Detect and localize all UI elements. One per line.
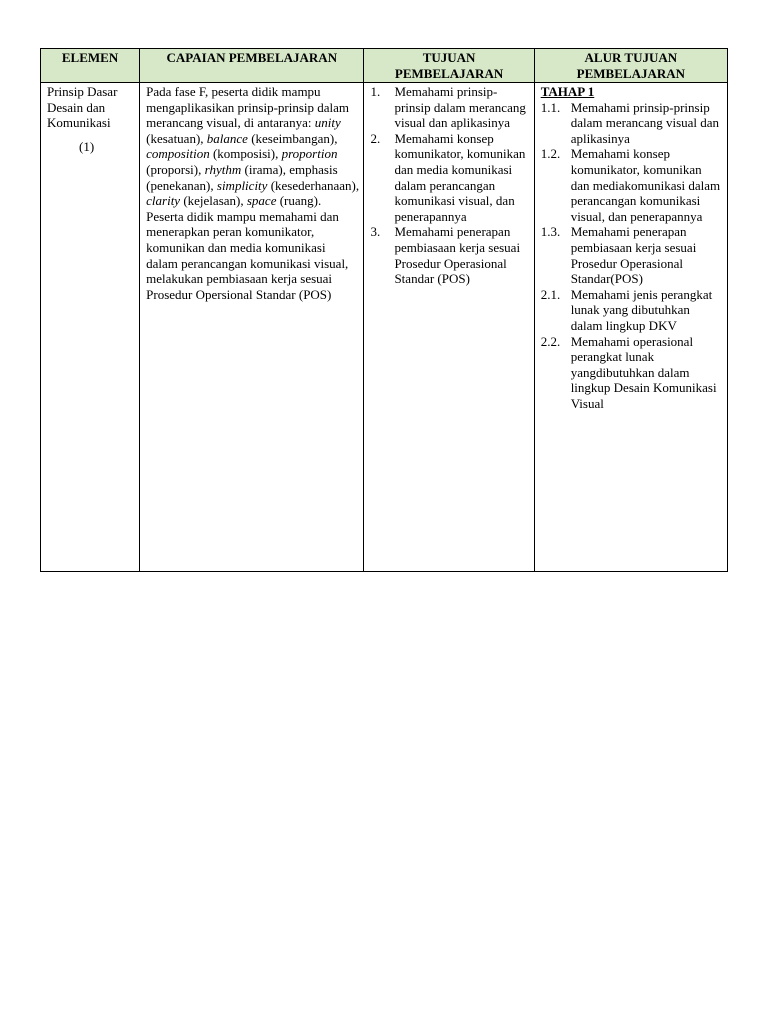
list-number: 1.	[370, 84, 381, 99]
tujuan-list	[370, 84, 529, 287]
list-number: 2.2.	[540, 333, 561, 349]
list-item	[541, 100, 723, 147]
term-composition-translation: (komposisi),	[209, 146, 282, 162]
list-item	[541, 287, 723, 334]
list-text: Memahami konsep komunikator, komunikan dan mediakomunikasi dalam perancangan komunikasi visual, dan penerapannya	[570, 146, 721, 224]
term-balance-translation: (keseimbangan),	[247, 130, 338, 146]
list-item	[370, 84, 529, 131]
list-text: Memahami operasional perangkat lunak yangdibutuhkan dalam lingkup Desain Komunikasi Visual	[570, 333, 717, 411]
list-text: Memahami prinsip-prinsip dalam merancang visual dan aplikasinya	[394, 84, 526, 131]
list-item	[370, 131, 529, 225]
list-number: 1.2.	[540, 146, 561, 162]
capaian-paragraph-1	[146, 84, 359, 209]
term-space-translation: (ruang).	[276, 193, 322, 209]
term-proportion-translation: (proporsi),	[146, 161, 205, 177]
term-balance: balance	[206, 130, 248, 146]
alur-list	[541, 100, 723, 412]
term-simplicity: simplicity	[216, 177, 268, 193]
list-text: Memahami penerapan pembiasaan kerja sesuai Prosedur Operasional Standar (POS)	[394, 224, 521, 287]
list-text: Memahami konsep komunikator, komunikan dan media komunikasi dalam perancangan komunikasi visual, dan penerapannya	[394, 130, 526, 224]
list-number: 3.	[370, 224, 381, 240]
list-number: 2.	[370, 130, 381, 146]
tahap-heading: TAHAP 1	[540, 84, 595, 99]
list-text: Memahami prinsip-prinsip dalam merancang visual dan aplikasinya	[570, 99, 720, 146]
header-capaian-pembelajaran: CAPAIAN PEMBELAJARAN	[140, 49, 364, 83]
curriculum-table	[40, 48, 728, 572]
header-elemen: ELEMEN	[41, 49, 140, 83]
capaian-intro: Pada fase F, peserta didik mampu mengaplikasikan prinsip-prinsip dalam merancang visual, di antaranya:	[146, 84, 350, 131]
list-number: 2.1.	[540, 286, 561, 302]
term-clarity: clarity	[146, 193, 181, 209]
list-item	[541, 146, 723, 224]
term-space: space	[246, 193, 277, 209]
list-text: Memahami jenis perangkat lunak yang dibutuhkan dalam lingkup DKV	[570, 286, 713, 333]
list-number: 1.1.	[540, 99, 561, 115]
elemen-name: Prinsip Dasar Desain dan Komunikasi	[47, 84, 118, 131]
header-tujuan-pembelajaran: TUJUAN PEMBELAJARAN	[364, 49, 534, 83]
term-simplicity-translation: (kesederhanaan),	[267, 177, 360, 193]
table-row	[41, 83, 728, 572]
term-unity: unity	[314, 115, 341, 131]
capaian-paragraph-2: Peserta didik mampu memahami dan menerapkan peran komunikator, komunikan dan media komunikasi dalam perancangan komunikasi visual, melakukan pembiasaan kerja sesuai Prosedur Opersional Standar (POS)	[146, 208, 349, 302]
header-alur-tujuan-pembelajaran: ALUR TUJUAN PEMBELAJARAN	[534, 49, 727, 83]
capaian-cell	[140, 83, 364, 572]
term-clarity-translation: (kejelasan),	[180, 193, 247, 209]
elemen-number: (1)	[79, 138, 95, 154]
list-item	[370, 224, 529, 286]
list-item	[541, 334, 723, 412]
header-row	[41, 49, 728, 83]
tujuan-cell	[364, 83, 534, 572]
term-composition: composition	[146, 146, 210, 162]
term-rhythm-translation: (irama), emphasis (penekanan),	[146, 161, 338, 193]
list-text: Memahami penerapan pembiasaan kerja sesuai Prosedur Operasional Standar(POS)	[570, 224, 697, 287]
list-item	[541, 224, 723, 286]
term-unity-translation: (kesatuan),	[146, 130, 207, 146]
term-proportion: proportion	[281, 146, 338, 162]
list-number: 1.3.	[540, 224, 561, 240]
term-rhythm: rhythm	[204, 161, 242, 177]
elemen-cell	[41, 83, 140, 572]
alur-cell	[534, 83, 727, 572]
